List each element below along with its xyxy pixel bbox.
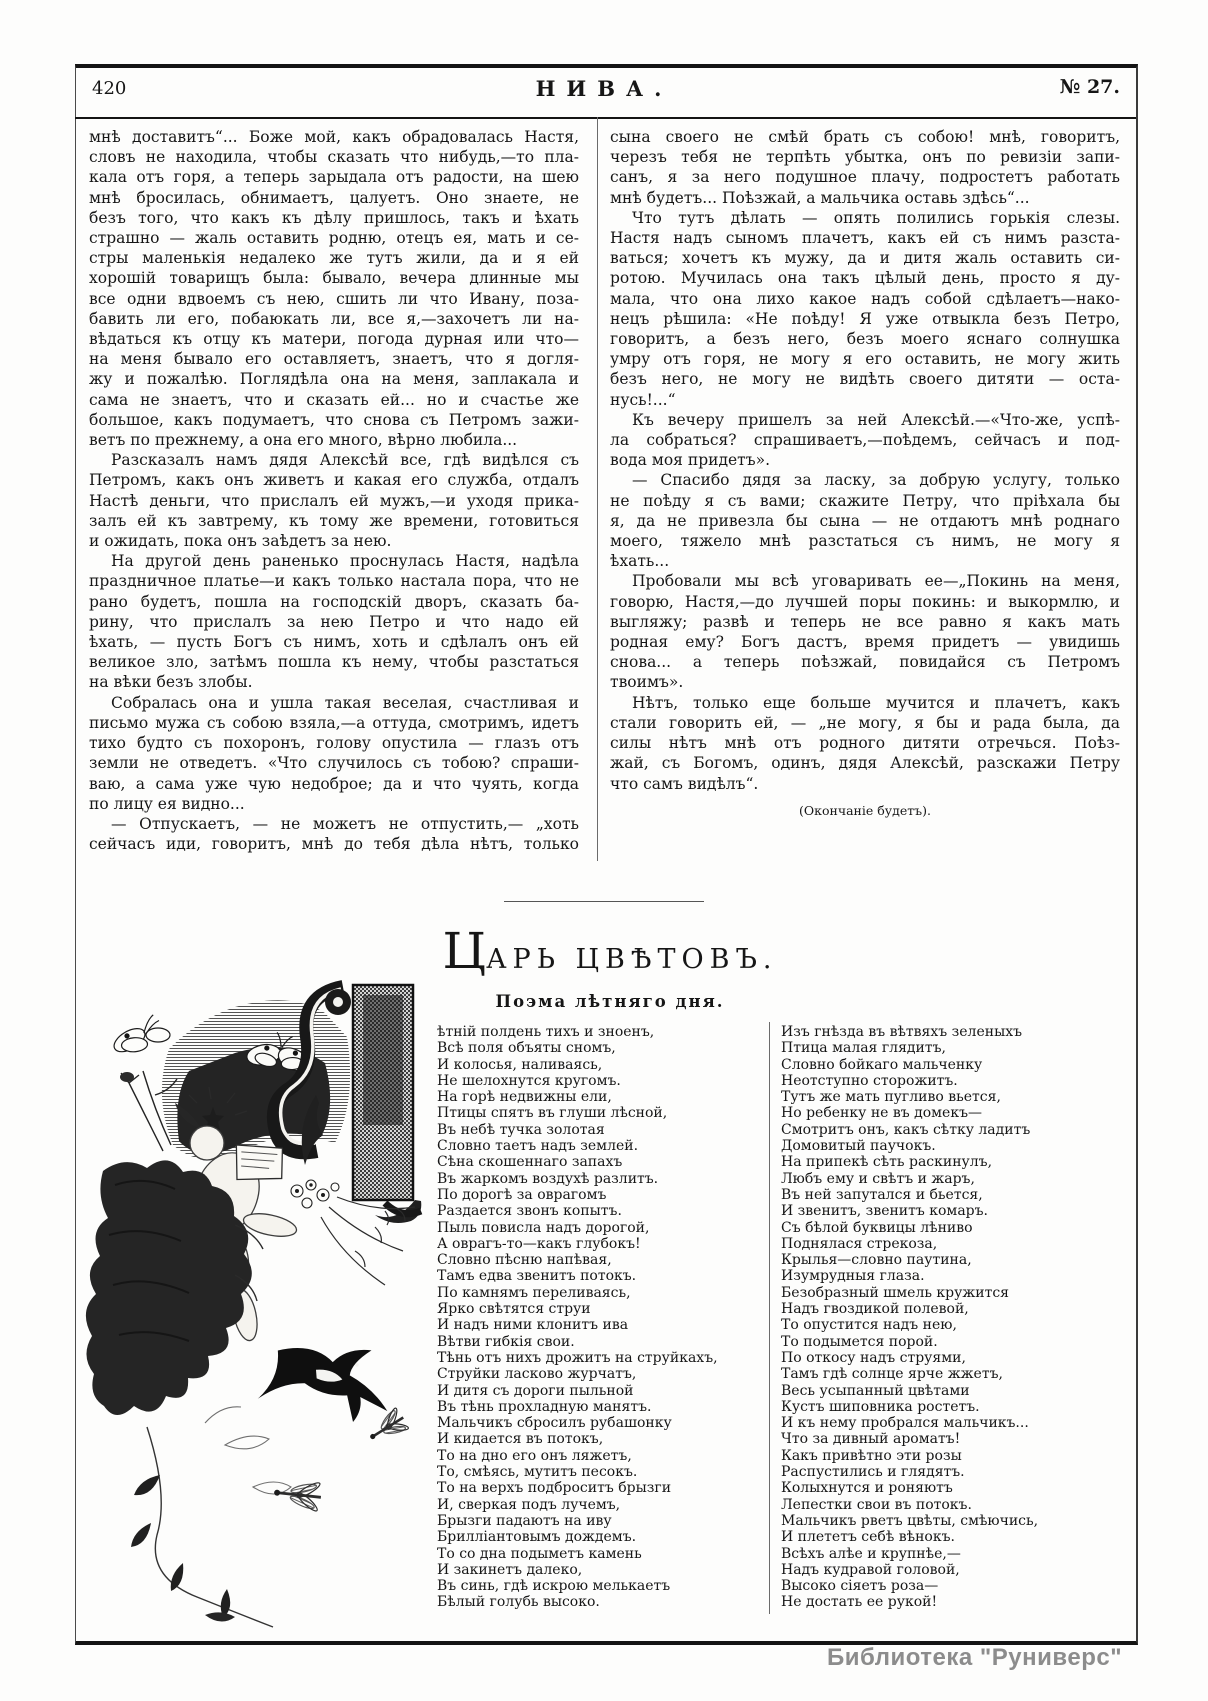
- text-line: бавить ли его, побаюкать ли, все я,—захочетъ ли на-: [89, 309, 579, 328]
- text-line: Изумрудныя глаза.: [781, 1268, 925, 1285]
- text-line: На припекѣ сѣть раскинулъ,: [781, 1154, 993, 1171]
- text-line: То со дна подыметъ камень: [437, 1545, 642, 1562]
- text-line: Неотступно сторожитъ.: [781, 1072, 958, 1089]
- text-line: на меня бывало его оставляетъ, знаетъ, что я догля-: [89, 350, 579, 369]
- text-line: нецъ рѣшила: «Не поѣду! Я уже отвыкла безъ Петро,: [610, 309, 1120, 328]
- text-line: стры маленькія недалеко же тутъ жили, да и я ей: [89, 249, 579, 268]
- text-line: Словно таетъ надъ землей.: [437, 1138, 639, 1155]
- text-line: А оврагъ-то—какъ глубокъ!: [437, 1235, 641, 1252]
- text-line: на вѣки безъ злобы.: [89, 673, 253, 692]
- text-line: Мальчикъ сбросилъ рубашонку: [437, 1415, 672, 1432]
- text-line: Съ бѣлой буквицы лѣниво: [781, 1219, 973, 1236]
- text-line: Домовитый паучокъ.: [781, 1138, 936, 1155]
- text-line: И надъ ними клонитъ ива: [437, 1317, 629, 1334]
- text-line: праздничное платье—и какъ только настала пора, что не: [89, 572, 579, 591]
- text-line: мнѣ бросилась, обнимаетъ, цалуетъ. Оно знаете, не: [89, 188, 579, 207]
- text-line: вода моя придетъ».: [610, 451, 771, 470]
- story-right-column: [610, 127, 1120, 794]
- text-line: — Отпускаетъ, — не можетъ не отпустить,— „хоть: [111, 814, 579, 833]
- text-line: ротою. Мучилась она такъ цѣлый день, просто я ду-: [610, 269, 1120, 288]
- text-line: ла собраться? спрашиваетъ,—поѣдемъ, сейчасъ и под-: [610, 431, 1120, 450]
- text-line: Кустъ шиповника ростетъ.: [781, 1398, 980, 1415]
- issue-number: № 27.: [1059, 76, 1120, 98]
- text-line: И закинетъ далеко,: [437, 1561, 583, 1578]
- text-line: ѣтній полдень тихъ и зноенъ,: [437, 1024, 655, 1040]
- text-line: Къ вечеру пришелъ за ней Алексѣй.—«Что-же, успѣ-: [632, 410, 1120, 429]
- text-line: Весь усыпанный цвѣтами: [781, 1382, 970, 1399]
- text-line: все одни вдвоемъ съ нею, сшить ли что Ивану, поза-: [89, 289, 579, 308]
- text-line: тихо будто съ похоронъ, голову опустила — глазъ отъ: [89, 734, 579, 753]
- text-line: Всѣхъ алѣе и крупнѣе,—: [781, 1545, 961, 1562]
- text-line: Петромъ, какъ онъ живетъ и какая его служба, отдалъ: [89, 471, 579, 490]
- text-line: Надъ кудравой головой,: [781, 1561, 960, 1578]
- text-line: Въ небѣ тучка золотая: [437, 1121, 605, 1138]
- text-line: сына своего не смѣй брать съ собою! мнѣ, говоритъ,: [610, 128, 1120, 146]
- text-line: нусь!...“: [610, 390, 676, 409]
- text-line: То на дно его онъ ляжетъ,: [437, 1447, 632, 1464]
- text-line: жу и пожалѣю. Поглядѣла она на меня, заплакала и: [89, 370, 579, 389]
- text-line: Собралась она и ушла такая веселая, счастливая и: [111, 693, 579, 712]
- text-line: Брилліантовымъ дождемъ.: [437, 1529, 637, 1546]
- to-be-continued-note: (Окончаніе будетъ).: [799, 803, 931, 818]
- text-line: безъ того, что какъ къ дѣлу пришлось, такъ и ѣхать: [89, 208, 579, 227]
- text-line: рину, что прислалъ за нею Петро и что надо ей: [89, 612, 579, 631]
- text-line: словъ не находила, чтобы сказать что нибудь,—то пла-: [89, 148, 579, 167]
- text-line: хорошій товарищъ была: бывало, вечера длинные мы: [89, 269, 579, 288]
- text-line: Брызги падаютъ на иву: [437, 1512, 612, 1529]
- text-line: снова... а теперь поѣзжай, повидайся съ Петромъ: [610, 653, 1120, 672]
- text-line: Мальчикъ рветъ цвѣты, смѣючись,: [781, 1512, 1039, 1529]
- text-line: моего, тяжело мнѣ разстаться съ нимъ, не могу я: [610, 532, 1120, 551]
- text-line: Сѣна скошеннаго запахъ: [437, 1154, 623, 1171]
- text-line: И кидается въ потокъ,: [437, 1431, 604, 1448]
- text-line: Птицы спятъ въ глуши лѣсной,: [437, 1105, 668, 1122]
- text-line: То подымется порой.: [781, 1333, 938, 1350]
- text-line: Что за дивный ароматъ!: [781, 1431, 961, 1448]
- text-line: умру отъ горя, не могу я его оставить, не могу жить: [610, 350, 1120, 369]
- text-line: Не достать ее рукой!: [781, 1594, 938, 1611]
- swallow-icon: [258, 1324, 403, 1434]
- text-line: И звенитъ, звенитъ комаръ.: [781, 1203, 988, 1220]
- text-line: Лепестки свои въ потокъ.: [781, 1496, 972, 1513]
- text-line: Распустились и глядятъ.: [781, 1464, 965, 1481]
- text-line: По дорогѣ за оврагомъ: [437, 1186, 607, 1203]
- text-line: Высоко сіяетъ роза—: [781, 1578, 939, 1595]
- text-line: Не шелохнутся кругомъ.: [437, 1072, 621, 1089]
- text-line: что самъ видѣлъ“.: [610, 774, 759, 793]
- text-line: санъ, я за него подушное плачу, подростетъ работать: [610, 168, 1120, 187]
- text-line: Любъ ему и свѣтъ и жаръ,: [781, 1170, 975, 1187]
- text-line: Но ребенку не въ домекъ—: [781, 1105, 983, 1122]
- text-line: По откосу надъ струями,: [781, 1349, 966, 1366]
- poem-title-initial: Ц: [442, 922, 487, 980]
- text-line: И къ нему пробрался мальчикъ...: [781, 1415, 1029, 1432]
- text-line: сейчасъ иди, говоритъ, мнѣ до тебя дѣла нѣтъ, только: [89, 835, 579, 854]
- text-line: большое, какъ подумаетъ, что снова съ Петромъ зажи-: [89, 410, 579, 429]
- text-line: И колосья, наливаясь,: [437, 1056, 603, 1073]
- text-line: Всѣ поля объяты сномъ,: [437, 1040, 616, 1057]
- text-line: Нѣтъ, только еще больше мучится и плачетъ, какъ: [632, 693, 1120, 712]
- text-line: по лицу ея видно...: [89, 794, 245, 813]
- text-line: И плететъ себѣ вѣнокъ.: [781, 1529, 955, 1546]
- text-line: мнѣ доставитъ“... Боже мой, какъ обрадовалась Настя,: [89, 128, 579, 146]
- text-line: Струйки ласково журчатъ,: [437, 1366, 637, 1383]
- butterfly-icon: [107, 1011, 175, 1060]
- watermark: Библиотека "Руниверс": [827, 1644, 1123, 1671]
- text-line: Тамъ едва звенитъ потокъ.: [437, 1268, 637, 1285]
- text-line: Въ синь, гдѣ искрою мелькаетъ: [437, 1578, 671, 1595]
- text-line: Что тутъ дѣлать — опять полились горькія слезы.: [632, 208, 1120, 227]
- text-line: Колыхнутся и роняютъ: [781, 1480, 953, 1497]
- text-line: земли не отведетъ. «Что случилось съ тобою? спраши-: [89, 754, 579, 773]
- cloud-background: [162, 1000, 350, 1159]
- text-line: рано будетъ, пошла на господскій дворъ, сказать ба-: [89, 592, 579, 611]
- text-line: Ярко свѣтятся струи: [437, 1301, 591, 1318]
- masthead-title: НИВА.: [535, 76, 673, 101]
- letter-sheet: [231, 1141, 286, 1186]
- text-line: На другой день раненько проснулась Настя, надѣла: [111, 552, 579, 571]
- text-line: Въ ней запутался и бьется,: [781, 1186, 983, 1203]
- text-line: Въ жаркомъ воздухѣ разлитъ.: [437, 1170, 659, 1187]
- text-line: ветъ по прежнему, а она его много, вѣрно любила...: [89, 431, 518, 450]
- text-line: кала отъ горя, а теперь зарыдала отъ радости, на шею: [89, 168, 579, 187]
- text-line: Настѣ деньги, что прислалъ ей мужъ,—и уходя прика-: [89, 491, 579, 510]
- text-line: Изъ гнѣзда въ вѣтвяхъ зеленыхъ: [781, 1024, 1023, 1040]
- text-line: Безобразный шмель кружится: [781, 1284, 1009, 1301]
- text-line: стали говорить ей, — „не могу, я бы и рада была, да: [610, 713, 1120, 732]
- header-rule: [75, 117, 1136, 119]
- text-line: вѣдаться къ отцу къ матери, погода дурная или что—: [89, 330, 579, 349]
- text-line: сама не знаетъ, что и сказать ей... но и счастье же: [89, 390, 579, 409]
- text-line: Разсказалъ намъ дядя Алексѣй все, гдѣ видѣлся съ: [111, 451, 579, 470]
- text-line: страшно — жаль оставить родню, отецъ ея, мать и се-: [89, 229, 579, 248]
- text-line: силы нѣтъ мнѣ отъ родного дитяти отречься. Поѣз-: [610, 734, 1120, 753]
- text-line: мнѣ будетъ... Поѣзжай, а мальчика оставь здѣсь“...: [610, 188, 1030, 207]
- text-line: На горѣ недвижны ели,: [437, 1089, 612, 1106]
- dragonfly-icon: [272, 1476, 322, 1514]
- text-line: я, да не привезла бы сына — не отдаютъ мнѣ роднаго: [610, 511, 1120, 530]
- text-line: мала, что она лихо какое надъ собой сдѣлаетъ—нако-: [610, 289, 1120, 308]
- text-line: Словно бойкаго мальченку: [781, 1056, 983, 1073]
- text-line: — Спасибо дядя за ласку, за добрую услугу, только: [632, 471, 1120, 490]
- section-divider: [504, 901, 704, 902]
- text-line: безъ него, не могу не видѣть своего дитяти — оста-: [610, 370, 1120, 389]
- text-line: ваю, а сама уже чую недоброе; да и что чуять, когда: [89, 774, 579, 793]
- text-line: Пыль повисла надъ дорогой,: [437, 1219, 650, 1236]
- text-line: Тѣнь отъ нихъ дрожитъ на струйкахъ,: [437, 1349, 718, 1366]
- text-line: Тамъ гдѣ солнце ярче жжетъ,: [781, 1366, 1003, 1383]
- text-line: Пробовали мы всѣ уговаривать ее—„Покинь на меня,: [632, 572, 1120, 591]
- poem-column-divider: [769, 1022, 770, 1614]
- text-line: Бѣлый голубь высоко.: [437, 1594, 600, 1611]
- poem-subtitle: Поэма лѣтняго дня.: [495, 992, 725, 1011]
- vine-leaves: [131, 1427, 273, 1627]
- leaf-outlines: [205, 1407, 291, 1494]
- text-line: Словно пѣсню напѣвая,: [437, 1252, 612, 1269]
- column-divider: [597, 117, 598, 861]
- text-line: По камнямъ переливаясь,: [437, 1284, 631, 1301]
- text-line: и ожидать, пока онъ заѣдетъ за нею.: [89, 532, 392, 551]
- text-line: черезъ тебя не терпѣть убытка, онъ по ревизіи запи-: [610, 148, 1120, 167]
- page-number: 420: [92, 78, 127, 99]
- text-line: Какъ привѣтно эти розы: [781, 1447, 962, 1464]
- text-line: говорю, Настя,—до лучшей поры покинь: и выкормлю, и: [610, 592, 1120, 611]
- text-line: И дитя съ дороги пыльной: [437, 1382, 634, 1399]
- engraving-illustration: [85, 975, 430, 1630]
- text-line: Птица малая глядитъ,: [781, 1040, 946, 1057]
- text-line: ѣхать, — пусть Богъ съ нимъ, хоть и сдѣлалъ онъ ей: [89, 633, 579, 652]
- story-left-column: [89, 127, 579, 854]
- text-line: То на верхъ подброситъ брызги: [437, 1480, 672, 1497]
- poem-right-column: [781, 1024, 1096, 1611]
- text-line: выгляжу; развѣ и теперь не все равно я какъ мать: [610, 612, 1120, 631]
- text-line: жай, съ Богомъ, одинъ, дядя Алексѣй, разскажи Петру: [610, 754, 1120, 773]
- text-line: ѣхать...: [610, 552, 670, 571]
- text-line: Тутъ же мать пугливо вьется,: [781, 1089, 1001, 1106]
- text-line: То опустится надъ нею,: [781, 1317, 957, 1334]
- text-line: говоритъ, а безъ него, безъ моего яснаго солнушка: [610, 330, 1120, 349]
- text-line: Поднялася стрекоза,: [781, 1235, 938, 1252]
- poem-title-rest: АРЬ ЦВѢТОВЪ.: [486, 944, 778, 975]
- text-line: залъ ей къ завтрему, къ тому же времени, готовиться: [89, 511, 579, 530]
- text-line: Смотритъ онъ, какъ сѣтку ладитъ: [781, 1121, 1031, 1138]
- text-line: письмо мужа съ собою взяла,—а оттуда, смотримъ, идетъ: [89, 713, 579, 732]
- text-line: родная ему? Богъ дастъ, время придетъ — увидишь: [610, 633, 1120, 652]
- poem-title: [380, 922, 840, 980]
- dragonfly-icon: [363, 1405, 411, 1450]
- text-line: Раздается звонъ копытъ.: [437, 1203, 622, 1220]
- text-line: Въ тѣнь прохладную манятъ.: [437, 1398, 652, 1415]
- poem-left-column: [437, 1024, 767, 1611]
- text-line: Настя надъ сыномъ плачетъ, какъ ей съ нимъ разста-: [610, 229, 1120, 248]
- text-line: не поѣду я съ вами; скажите Петру, что пріѣхала бы: [610, 491, 1120, 510]
- text-line: ваться; хочетъ къ мужу, да и дитя жаль оставить си-: [610, 249, 1120, 268]
- text-line: И, сверкая подъ лучемъ,: [437, 1496, 621, 1513]
- text-line: Крылья—словно паутина,: [781, 1252, 972, 1269]
- text-line: Вѣтви гибкія свои.: [437, 1333, 575, 1350]
- text-line: То, смѣясь, мутитъ песокъ.: [437, 1464, 638, 1481]
- text-line: великое зло, затѣмъ пошла къ нему, чтобы разстаться: [89, 653, 579, 672]
- text-line: Надъ гвоздикой полевой,: [781, 1301, 969, 1318]
- text-line: твоимъ».: [610, 673, 684, 692]
